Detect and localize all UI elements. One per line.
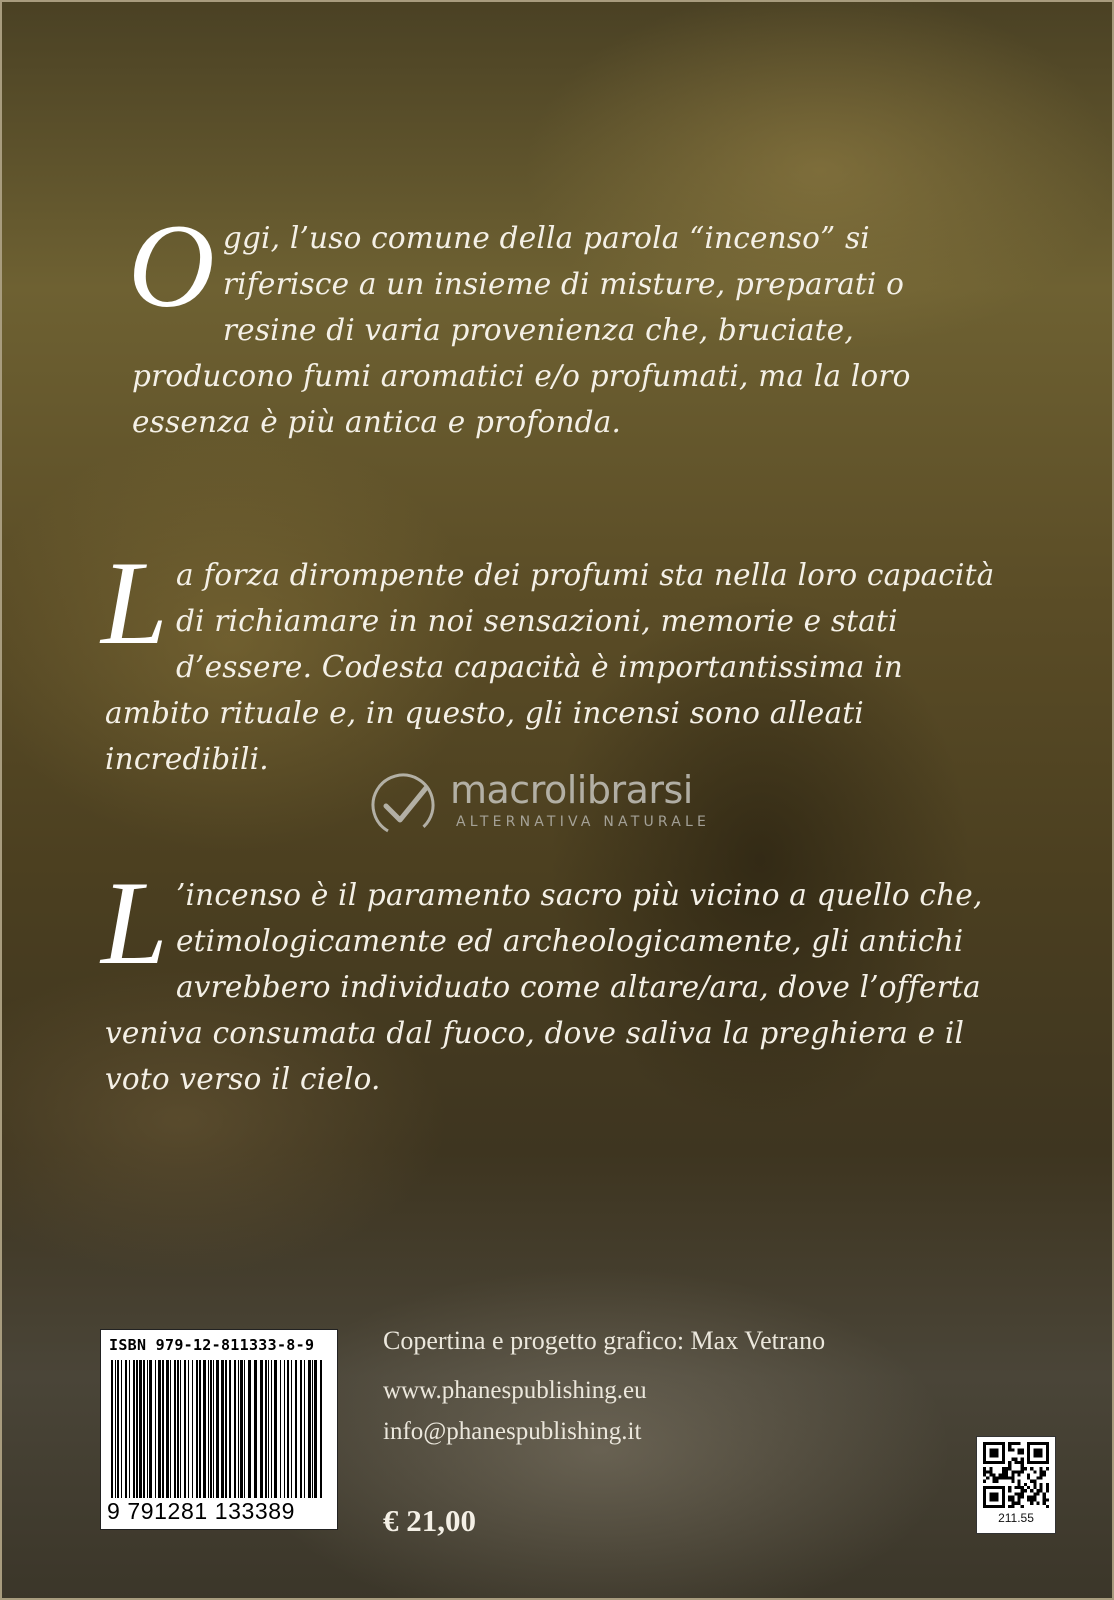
macrolibrarsi-watermark xyxy=(368,768,768,838)
cover-design-credit: Copertina e progetto grafico: Max Vetrano xyxy=(383,1326,826,1355)
leaf-check-icon xyxy=(368,770,438,840)
barcode-bars-icon xyxy=(109,1360,329,1498)
barcode-digits: 9 791281 133389 xyxy=(107,1498,296,1524)
watermark-brand: macrolibrarsi xyxy=(450,768,693,812)
publisher-email: info@phanespublishing.it xyxy=(383,1418,642,1445)
dropcap-o: O xyxy=(128,199,215,332)
blurb-paragraph-2 xyxy=(101,536,1010,782)
qr-code xyxy=(976,1436,1056,1534)
dropcap-l: L xyxy=(101,536,168,669)
blurb-paragraph-3 xyxy=(101,856,1010,1102)
isbn-label: ISBN 979-12-811333-8-9 xyxy=(109,1336,315,1354)
paragraph-3-text: ’incenso è il paramento sacro più vicino a quello che, etimologicamente ed archeologicamente, gli antichi avrebbero individuato come altare/ara, dove l’offerta veniva consumata dal fuoco, dove saliva la preghiera e il voto verso il cielo. xyxy=(105,878,983,1096)
watermark-tagline: ALTERNATIVA NATURALE xyxy=(456,814,711,830)
paragraph-1-text: ggi, l’uso comune della parola “incenso” si riferisce a un insieme di misture, preparati o resine di varia provenienza che, bruciate, producono fumi aromatici e/o profumati, ma la loro essenza è più antica e profonda. xyxy=(132,221,911,439)
paragraph-2-text: a forza dirompente dei profumi sta nella loro capacità di richiamare in noi sensazioni, memorie e stati d’essere. Codesta capacità è importantissima in ambito rituale e, in questo, gli incensi sono alleati incredibili. xyxy=(105,558,995,776)
publisher-website: www.phanespublishing.eu xyxy=(383,1377,647,1404)
dropcap-l-2: L xyxy=(101,856,168,989)
qr-code-label: 211.55 xyxy=(998,1511,1034,1525)
book-price: € 21,00 xyxy=(383,1503,476,1538)
isbn-barcode xyxy=(100,1329,338,1530)
blurb-paragraph-1 xyxy=(128,199,1002,445)
qr-code-icon xyxy=(983,1442,1049,1508)
